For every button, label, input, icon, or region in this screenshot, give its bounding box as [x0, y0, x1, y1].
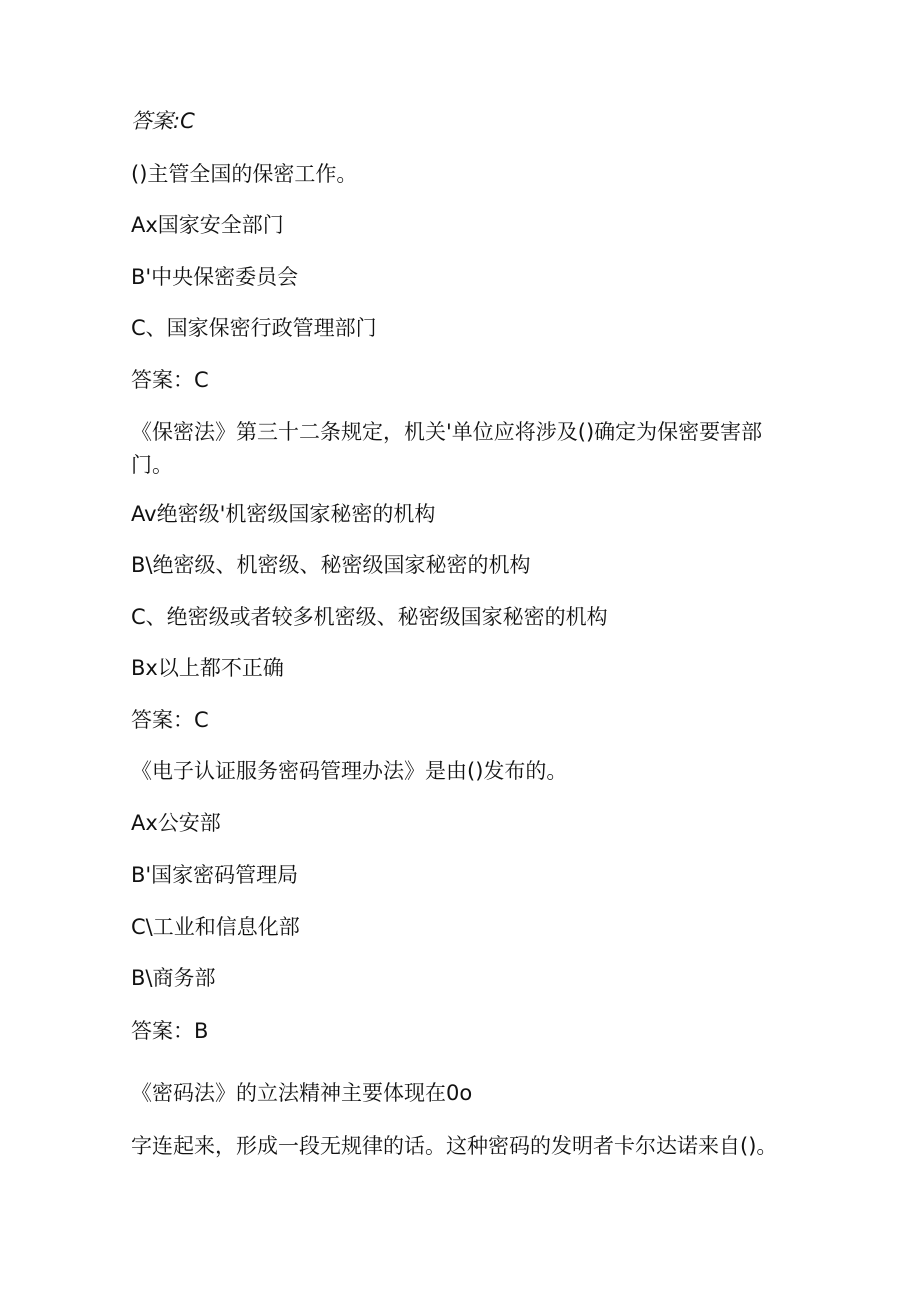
- option-line: B\绝密级、机密级、秘密级国家秘密的机构: [131, 553, 531, 577]
- option-line: B'国家密码管理局: [131, 863, 299, 887]
- option-line: Bx以上都不正确: [131, 656, 284, 680]
- option-line: C、国家保密行政管理部门: [131, 316, 377, 340]
- option-line: Ax国家安全部门: [131, 213, 284, 237]
- answer-line: 答案:C: [131, 109, 195, 133]
- answer-line: 答案：C: [131, 708, 209, 732]
- option-line: C\工业和信息化部: [131, 915, 300, 939]
- question-line: ()主管全国的保密工作。: [131, 162, 358, 186]
- option-line: Ax公安部: [131, 811, 221, 835]
- answer-line: 答案：B: [131, 1019, 209, 1043]
- answer-line: 答案：C: [131, 368, 209, 392]
- option-line: B\商务部: [131, 966, 216, 990]
- question-line: 《电子认证服务密码管理办法》是由()发布的。: [131, 759, 568, 783]
- option-line: Av绝密级'机密级国家秘密的机构: [131, 502, 436, 526]
- question-line: 《密码法》的立法精神主要体现在0o: [131, 1081, 473, 1105]
- option-line: C、绝密级或者较多机密级、秘密级国家秘密的机构: [131, 605, 608, 629]
- question-line: 字连起来，形成一段无规律的话。这种密码的发明者卡尔达诺来自()。: [131, 1134, 778, 1158]
- option-line: B'中央保密委员会: [131, 265, 299, 289]
- question-line: 《保密法》第三十二条规定，机关'单位应将涉及()确定为保密要害部门。: [131, 420, 763, 477]
